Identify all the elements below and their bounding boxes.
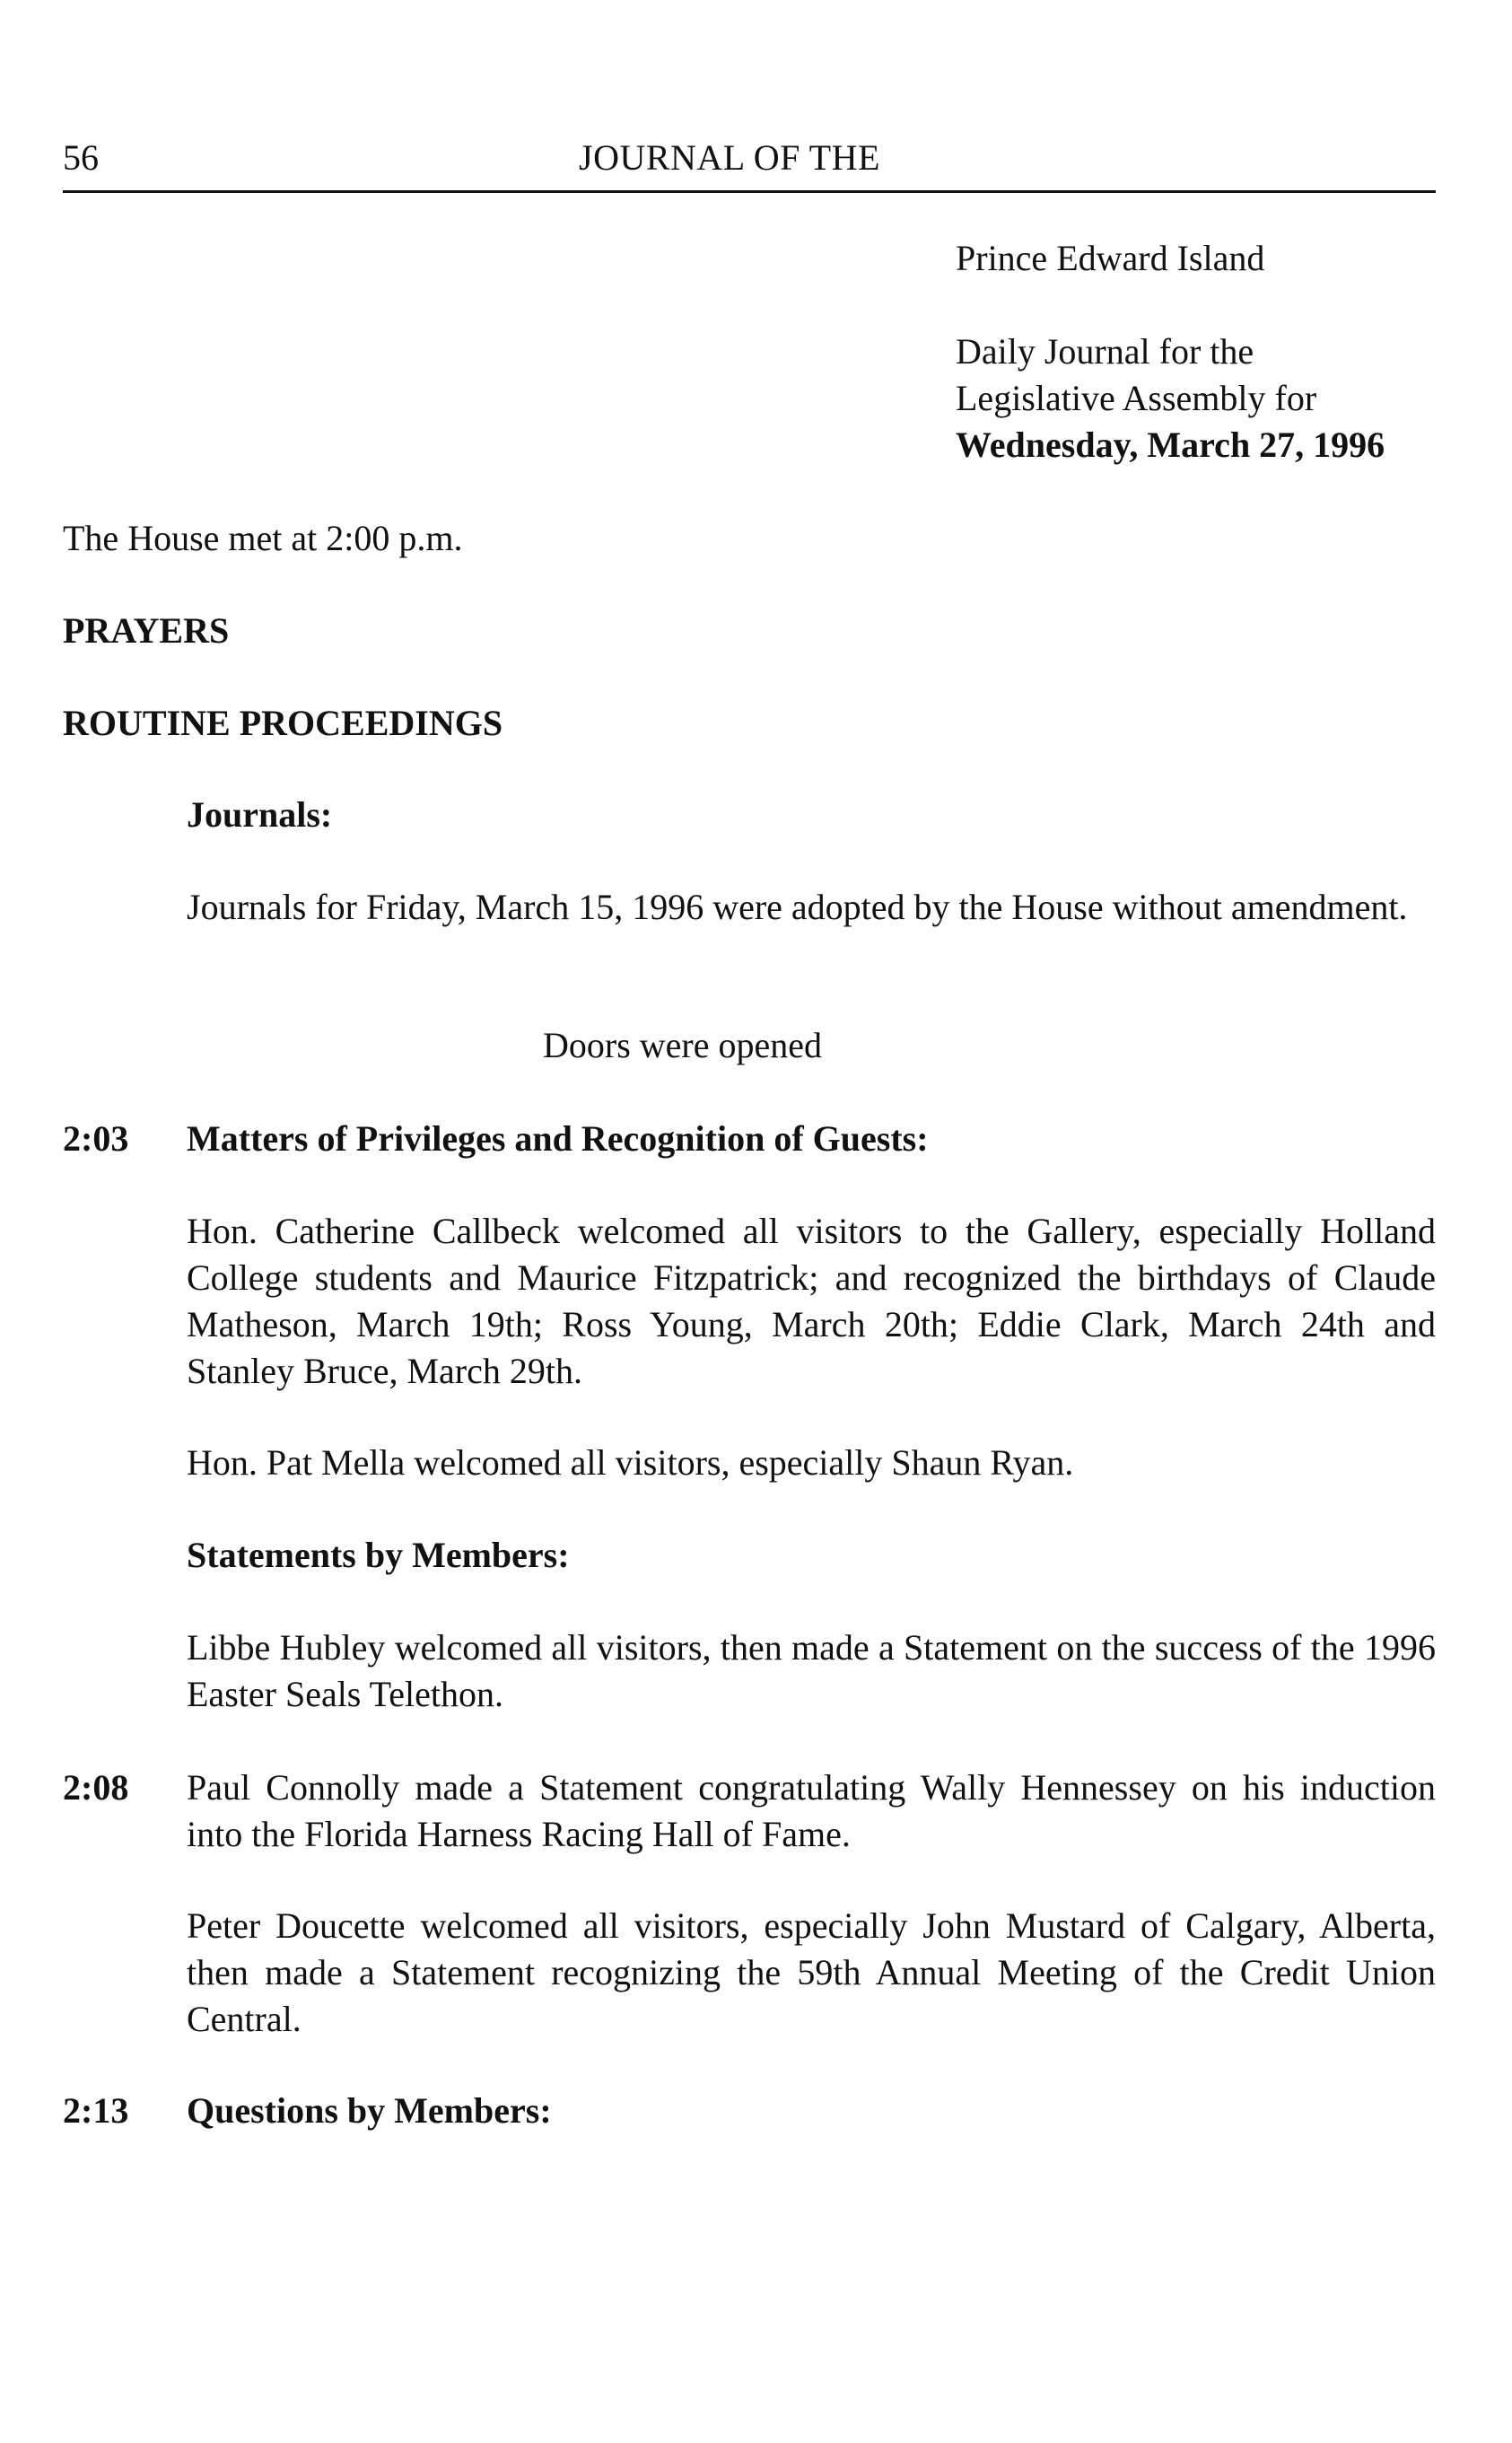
- opening-statement: The House met at 2:00 p.m.: [63, 518, 463, 558]
- timestamp-2-08: 2:08: [63, 1767, 129, 1808]
- statements-paragraph-1: Libbe Hubley welcomed all visitors, then made a Statement on the success of the 1996 Easter Seals Telethon.: [187, 1627, 1436, 1714]
- statements-paragraph-2: Paul Connolly made a Statement congratulating Wally Hennessey on his induction into the Florida Harness Racing Hall of Fame.: [187, 1767, 1436, 1854]
- journal-page: [63, 0, 1436, 2443]
- routine-proceedings-heading: ROUTINE PROCEEDINGS: [63, 703, 503, 743]
- privileges-paragraph-1: Hon. Catherine Callbeck welcomed all visitors to the Gallery, especially Holland College students and Maurice Fitzpatrick; and recognized the birthdays of Claude Matheson, March 19th; Ross Young, March 20th; Eddie Clark, March 24th and Stanley Bruce, March 29th.: [187, 1211, 1436, 1391]
- title-line-2: Legislative Assembly for: [956, 378, 1317, 418]
- timestamp-2-13: 2:13: [63, 2090, 129, 2131]
- statements-paragraph-3: Peter Doucette welcomed all visitors, especially John Mustard of Calgary, Alberta, then made a Statement recognizing the 59th Annual Meeting of the Credit Union Central.: [187, 1905, 1436, 2039]
- page-header: [63, 136, 1436, 193]
- journal-title-block: [956, 235, 1440, 468]
- journals-text: Journals for Friday, March 15, 1996 were adopted by the House without amendment.: [187, 887, 1408, 927]
- privileges-paragraph-2: Hon. Pat Mella welcomed all visitors, especially Shaun Ryan.: [187, 1442, 1074, 1483]
- page-number: 56: [63, 137, 99, 178]
- journals-heading: Journals:: [187, 794, 333, 835]
- province-name: Prince Edward Island: [956, 238, 1265, 278]
- privileges-heading: Matters of Privileges and Recognition of Guests:: [187, 1118, 929, 1159]
- statements-heading: Statements by Members:: [187, 1535, 570, 1575]
- sitting-date: Wednesday, March 27, 1996: [956, 425, 1385, 465]
- timestamp-2-03: 2:03: [63, 1118, 129, 1159]
- doors-opened-note: Doors were opened: [543, 1025, 822, 1065]
- title-line-1: Daily Journal for the: [956, 331, 1254, 372]
- prayers-heading: PRAYERS: [63, 610, 230, 651]
- running-head: JOURNAL OF THE: [579, 137, 880, 178]
- questions-heading: Questions by Members:: [187, 2090, 552, 2131]
